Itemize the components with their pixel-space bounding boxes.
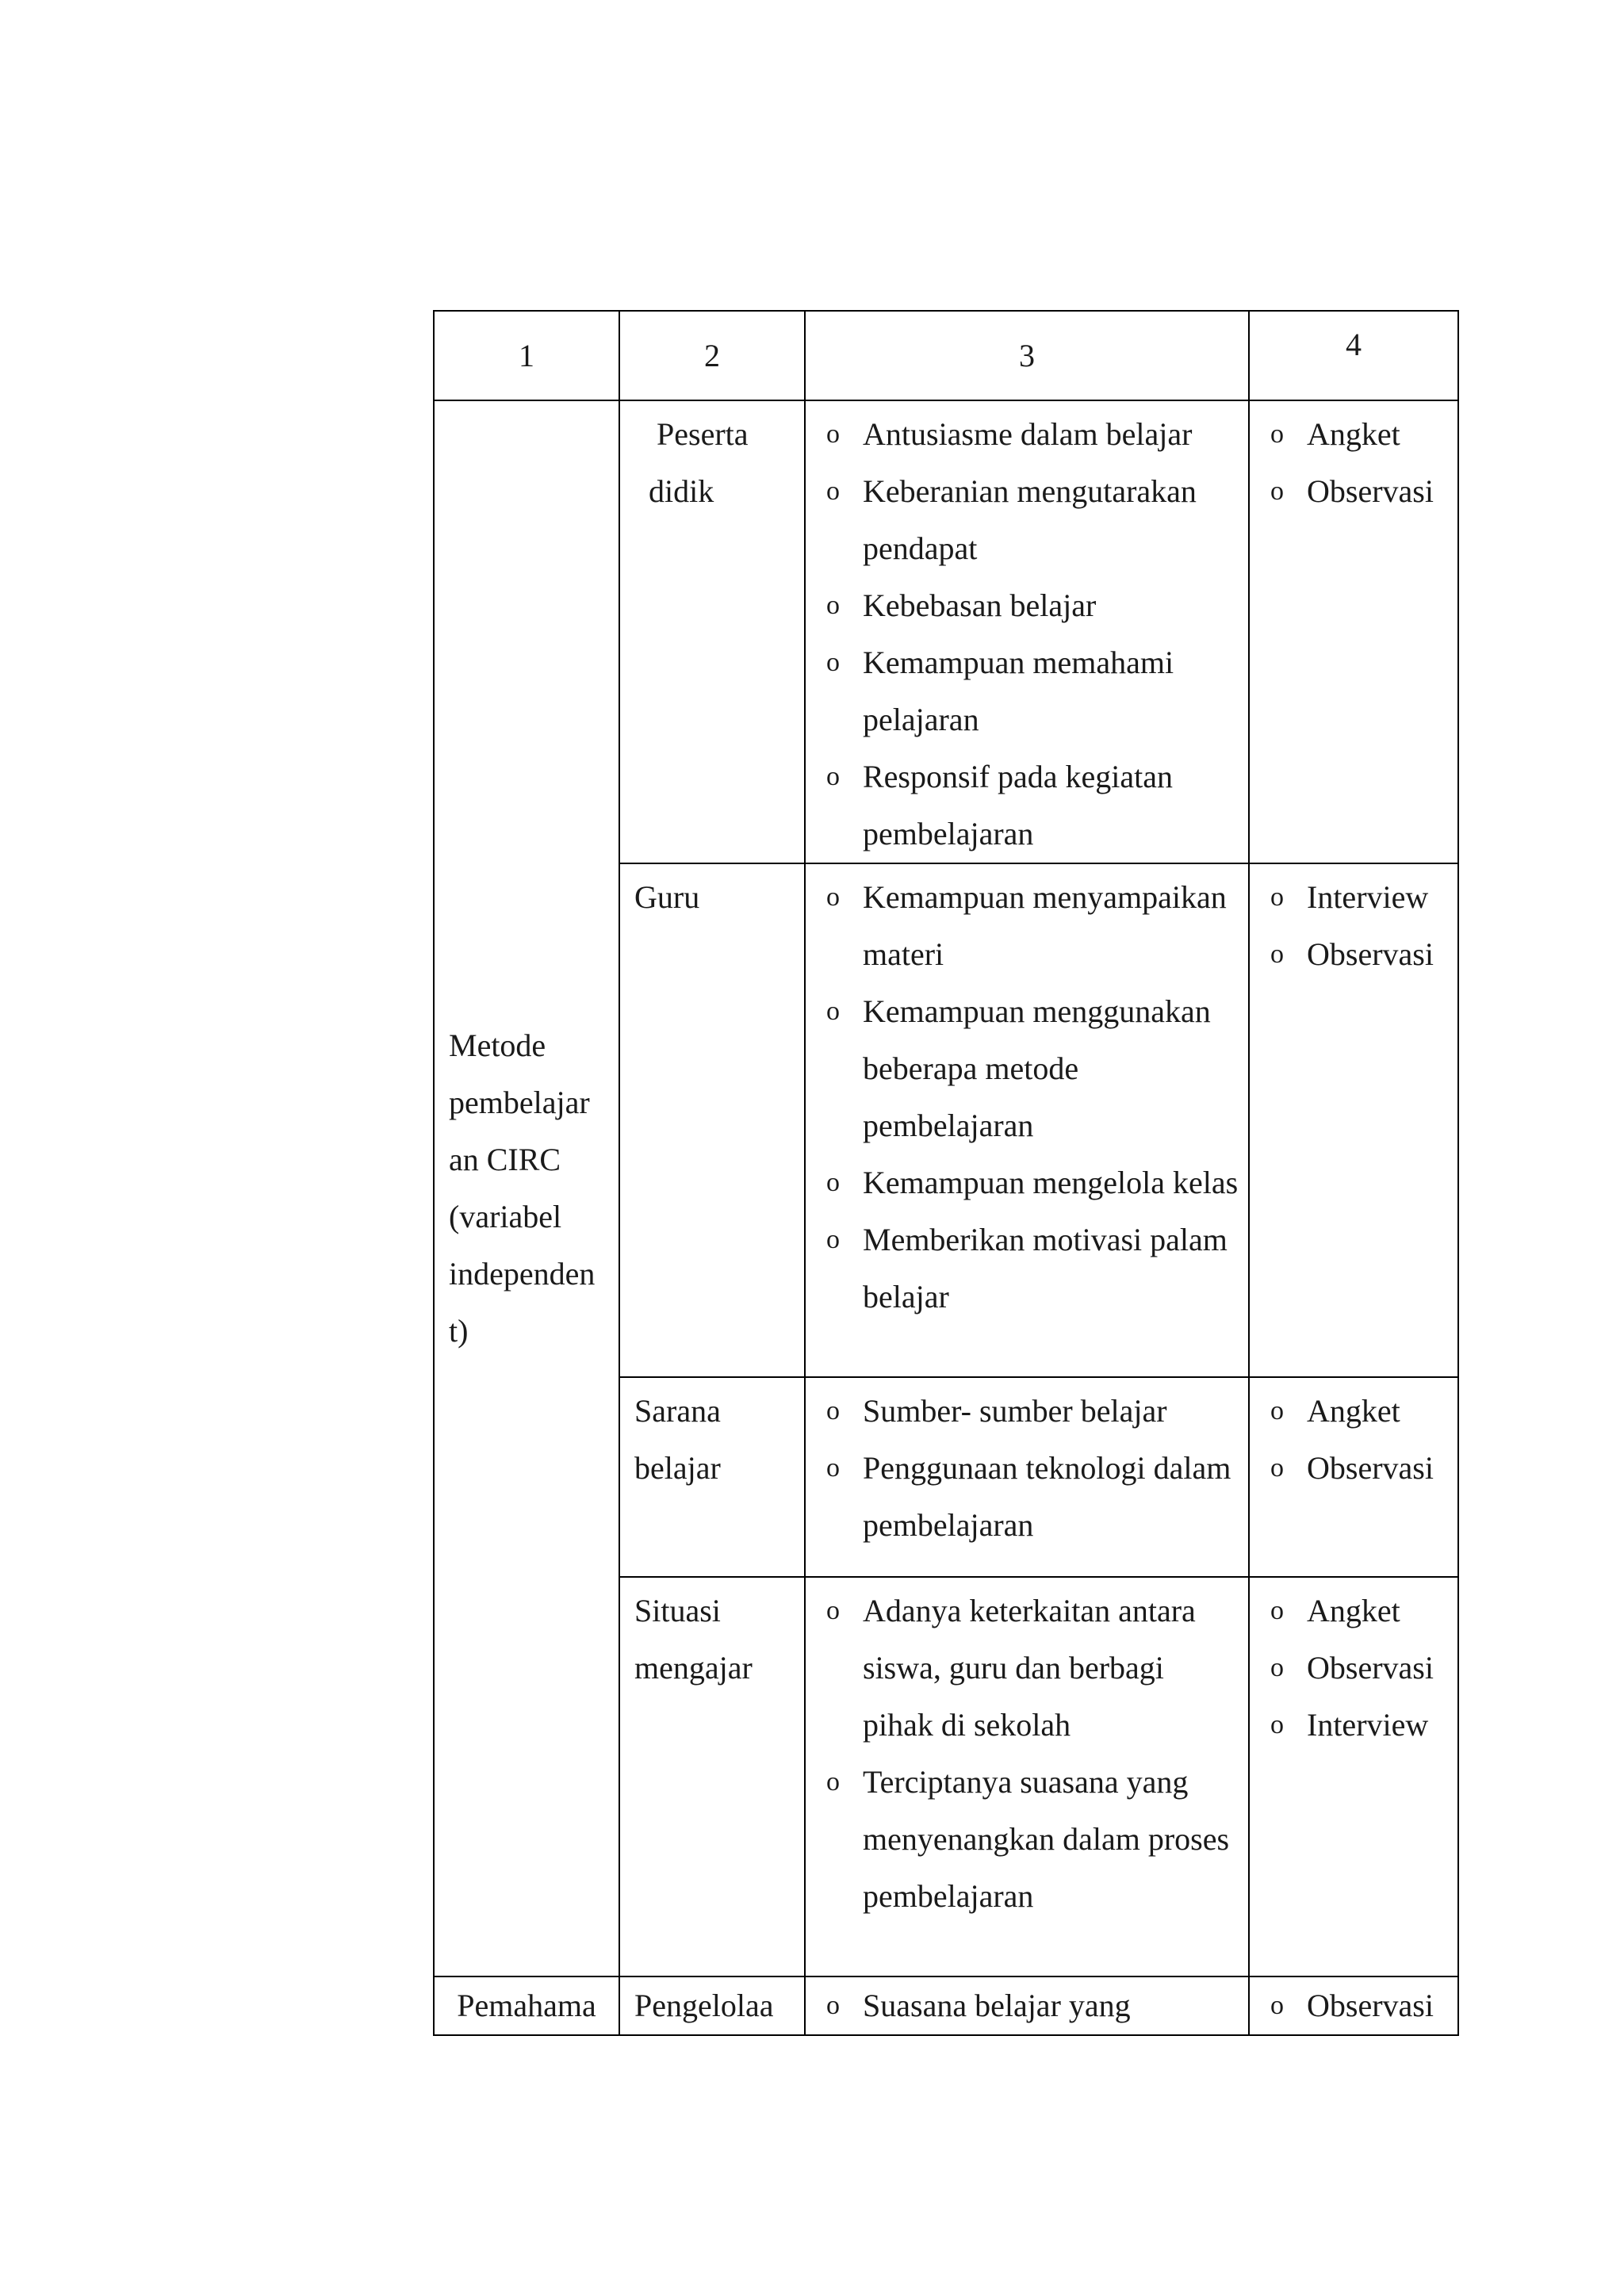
indicator-cell	[805, 400, 1249, 863]
instrument-cell	[1249, 1377, 1458, 1577]
list-item: o Angket	[1270, 1383, 1448, 1440]
list-item: o Observasi	[1270, 463, 1448, 520]
list-item: o Angket	[1270, 1582, 1448, 1640]
row-peserta-didik	[434, 400, 1458, 863]
header-cell-3: 3	[805, 311, 1249, 400]
row-pemahama	[434, 1976, 1458, 2035]
instrument-list	[1250, 1977, 1457, 2034]
dimension-label: Pengelolaa	[634, 1988, 774, 2023]
indicator-list	[806, 1977, 1248, 2034]
list-item: o Penggunaan teknologi dalam pembelajaran	[826, 1440, 1239, 1554]
bullet-icon: o	[1270, 419, 1284, 449]
bullet-icon: o	[826, 591, 840, 620]
bullet-icon: o	[826, 1596, 840, 1625]
dimension-cell	[619, 1976, 805, 2035]
instrument-list	[1250, 1378, 1457, 1497]
variable-cell	[434, 400, 619, 1976]
list-item: o Observasi	[1270, 1977, 1448, 2034]
indicator-list	[806, 1578, 1248, 1925]
bullet-icon: o	[1270, 1396, 1284, 1425]
bullet-icon: o	[826, 997, 840, 1026]
bullet-icon: o	[1270, 1710, 1284, 1739]
variable-label: Pemahama	[457, 1988, 596, 2023]
dimension-label: Guru	[634, 879, 700, 915]
indicator-table	[433, 310, 1459, 2036]
bullet-icon: o	[1270, 939, 1284, 969]
bullet-icon: o	[826, 476, 840, 506]
bullet-icon: o	[826, 1168, 840, 1197]
list-item: o Kemampuan menggunakan beberapa metode pembelajaran	[826, 983, 1239, 1154]
bullet-icon: o	[826, 882, 840, 912]
bullet-icon: o	[1270, 1991, 1284, 2020]
dimension-cell	[619, 1577, 805, 1976]
header-row	[434, 311, 1458, 400]
bullet-icon: o	[1270, 476, 1284, 506]
indicator-list	[806, 1378, 1248, 1554]
list-item: o Kebebasan belajar	[826, 577, 1239, 634]
header-cell-1: 1	[434, 311, 619, 400]
indicator-cell	[805, 1377, 1249, 1577]
bullet-icon: o	[826, 648, 840, 677]
list-item: o Sumber- sumber belajar	[826, 1383, 1239, 1440]
list-item: o Interview	[1270, 869, 1448, 926]
dimension-label: Situasi mengajar	[634, 1593, 753, 1686]
list-item: o Terciptanya suasana yang menyenangkan dalam proses pembelajaran	[826, 1754, 1239, 1925]
list-item: o Antusiasme dalam belajar	[826, 406, 1239, 463]
list-item: o Angket	[1270, 406, 1448, 463]
list-item: o Suasana belajar yang	[826, 1977, 1239, 2034]
list-item: o Kemampuan menyampaikan materi	[826, 869, 1239, 983]
instrument-cell	[1249, 1577, 1458, 1976]
variable-label: Metode pembelajar an CIRC (variabel independen t)	[449, 1027, 596, 1349]
instrument-cell	[1249, 863, 1458, 1377]
list-item: o Observasi	[1270, 1640, 1448, 1697]
list-item: o Interview	[1270, 1697, 1448, 1754]
bullet-icon: o	[1270, 1596, 1284, 1625]
bullet-icon: o	[826, 1396, 840, 1425]
instrument-cell	[1249, 400, 1458, 863]
dimension-cell	[619, 863, 805, 1377]
bullet-icon: o	[826, 1767, 840, 1797]
indicator-list	[806, 864, 1248, 1326]
list-item: o Observasi	[1270, 926, 1448, 983]
instrument-list	[1250, 401, 1457, 520]
list-item: o Kemampuan memahami pelajaran	[826, 634, 1239, 748]
instrument-cell	[1249, 1976, 1458, 2035]
indicator-cell	[805, 1976, 1249, 2035]
dimension-label: Peserta didik	[649, 416, 749, 509]
dimension-label: Sarana belajar	[634, 1393, 721, 1486]
bullet-icon: o	[1270, 1653, 1284, 1682]
list-item: o Observasi	[1270, 1440, 1448, 1497]
indicator-cell	[805, 1577, 1249, 1976]
dimension-cell	[619, 400, 805, 863]
variable-cell	[434, 1976, 619, 2035]
bullet-icon: o	[1270, 882, 1284, 912]
indicator-cell	[805, 863, 1249, 1377]
list-item: o Responsif pada kegiatan pembelajaran	[826, 748, 1239, 863]
list-item: o Adanya keterkaitan antara siswa, guru dan berbagi pihak di sekolah	[826, 1582, 1239, 1754]
indicator-list	[806, 401, 1248, 863]
bullet-icon: o	[1270, 1453, 1284, 1483]
bullet-icon: o	[826, 1453, 840, 1483]
bullet-icon: o	[826, 1991, 840, 2020]
bullet-icon: o	[826, 762, 840, 791]
list-item: o Memberikan motivasi palam belajar	[826, 1211, 1239, 1326]
header-cell-4: 4	[1249, 311, 1458, 400]
list-item: o Keberanian mengutarakan pendapat	[826, 463, 1239, 577]
list-item: o Kemampuan mengelola kelas	[826, 1154, 1239, 1211]
dimension-cell	[619, 1377, 805, 1577]
bullet-icon: o	[826, 1225, 840, 1254]
instrument-list	[1250, 1578, 1457, 1754]
instrument-list	[1250, 864, 1457, 983]
header-cell-2: 2	[619, 311, 805, 400]
bullet-icon: o	[826, 419, 840, 449]
